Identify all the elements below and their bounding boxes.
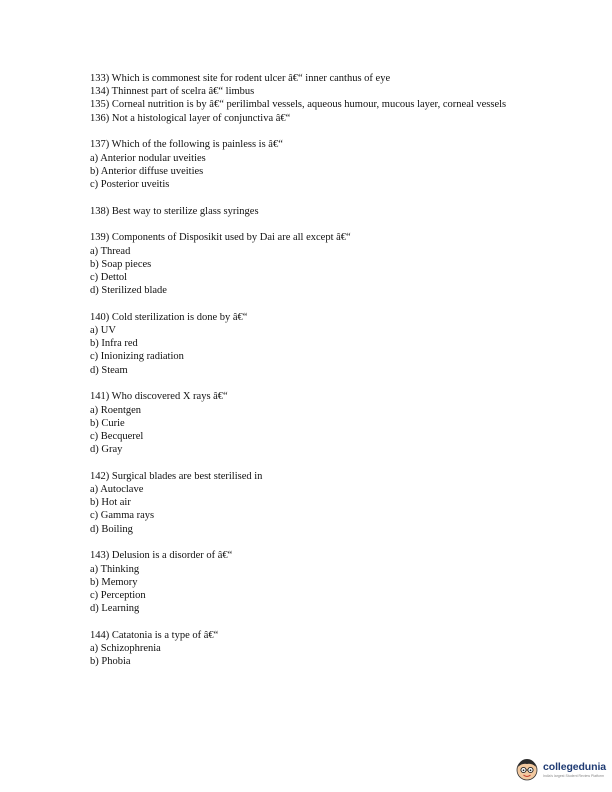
option-b: b) Memory xyxy=(90,576,138,588)
option-d: d) Gray xyxy=(90,444,123,456)
option-a: a) UV xyxy=(90,325,116,337)
option-c: c) Posterior uveitis xyxy=(90,178,170,190)
option-b: b) Curie xyxy=(90,417,125,429)
question-text: 138) Best way to sterilize glass syringes xyxy=(90,205,259,217)
option-b: b) Anterior diffuse uveities xyxy=(90,165,204,177)
question-block xyxy=(90,72,550,85)
option-c: c) Becquerel xyxy=(90,430,144,442)
question-text: 142) Surgical blades are best sterilised in xyxy=(90,470,263,482)
question-text: 139) Components of Disposikit used by Dai are all except â€“ xyxy=(90,232,351,244)
option-a: a) Anterior nodular uveities xyxy=(90,152,206,164)
option-a: a) Roentgen xyxy=(90,404,142,416)
option-a: a) Thread xyxy=(90,245,131,257)
question-text: 137) Which of the following is painless is â€“ xyxy=(90,139,283,151)
option-c: c) Gamma rays xyxy=(90,510,155,522)
collegedunia-logo xyxy=(514,756,606,782)
mascot-face-icon xyxy=(514,756,540,782)
option-d: d) Learning xyxy=(90,603,140,615)
question-text: 136) Not a histological layer of conjunctiva â€“ xyxy=(90,112,291,124)
question-block xyxy=(90,98,550,111)
option-a: a) Schizophrenia xyxy=(90,643,161,655)
question-text: 143) Delusion is a disorder of â€“ xyxy=(90,550,233,562)
question-block xyxy=(90,205,550,218)
question-block xyxy=(90,549,550,615)
document-body xyxy=(90,72,550,669)
option-c: c) Inionizing radiation xyxy=(90,351,184,363)
question-block xyxy=(90,470,550,536)
logo-tagline: India's largest Student Review Platform xyxy=(543,773,604,778)
option-c: c) Dettol xyxy=(90,271,128,283)
question-text: 133) Which is commonest site for rodent ulcer â€“ inner canthus of eye xyxy=(90,73,391,84)
option-b: b) Infra red xyxy=(90,338,138,350)
spacer xyxy=(90,125,550,139)
question-text: 140) Cold sterilization is done by â€“ xyxy=(90,311,248,323)
option-b: b) Phobia xyxy=(90,656,131,668)
question-block xyxy=(90,138,550,191)
spacer xyxy=(90,377,550,391)
question-block xyxy=(90,231,550,297)
option-c: c) Perception xyxy=(90,590,146,601)
spacer xyxy=(90,536,550,550)
question-text: 141) Who discovered X rays â€“ xyxy=(90,391,228,403)
question-block xyxy=(90,629,550,669)
option-a: a) Thinking xyxy=(90,563,140,575)
option-b: b) Soap pieces xyxy=(90,258,152,270)
question-block xyxy=(90,85,550,98)
question-text: 144) Catatonia is a type of â€“ xyxy=(90,629,219,641)
question-block xyxy=(90,311,550,377)
question-block xyxy=(90,390,550,456)
spacer xyxy=(90,456,550,470)
option-b: b) Hot air xyxy=(90,497,131,509)
spacer xyxy=(90,615,550,629)
option-d: d) Steam xyxy=(90,364,128,376)
logo-name: collegedunia xyxy=(543,760,606,773)
option-d: d) Sterilized blade xyxy=(90,285,167,297)
spacer xyxy=(90,218,550,232)
question-text: 134) Thinnest part of scelra â€“ limbus xyxy=(90,86,255,98)
option-a: a) Autoclave xyxy=(90,484,144,496)
spacer xyxy=(90,191,550,205)
question-text: 135) Corneal nutrition is by â€“ perilimbal vessels, aqueous humour, mucous layer, corneal vessels xyxy=(90,99,507,111)
spacer xyxy=(90,297,550,311)
option-d: d) Boiling xyxy=(90,523,133,535)
question-block xyxy=(90,112,550,125)
